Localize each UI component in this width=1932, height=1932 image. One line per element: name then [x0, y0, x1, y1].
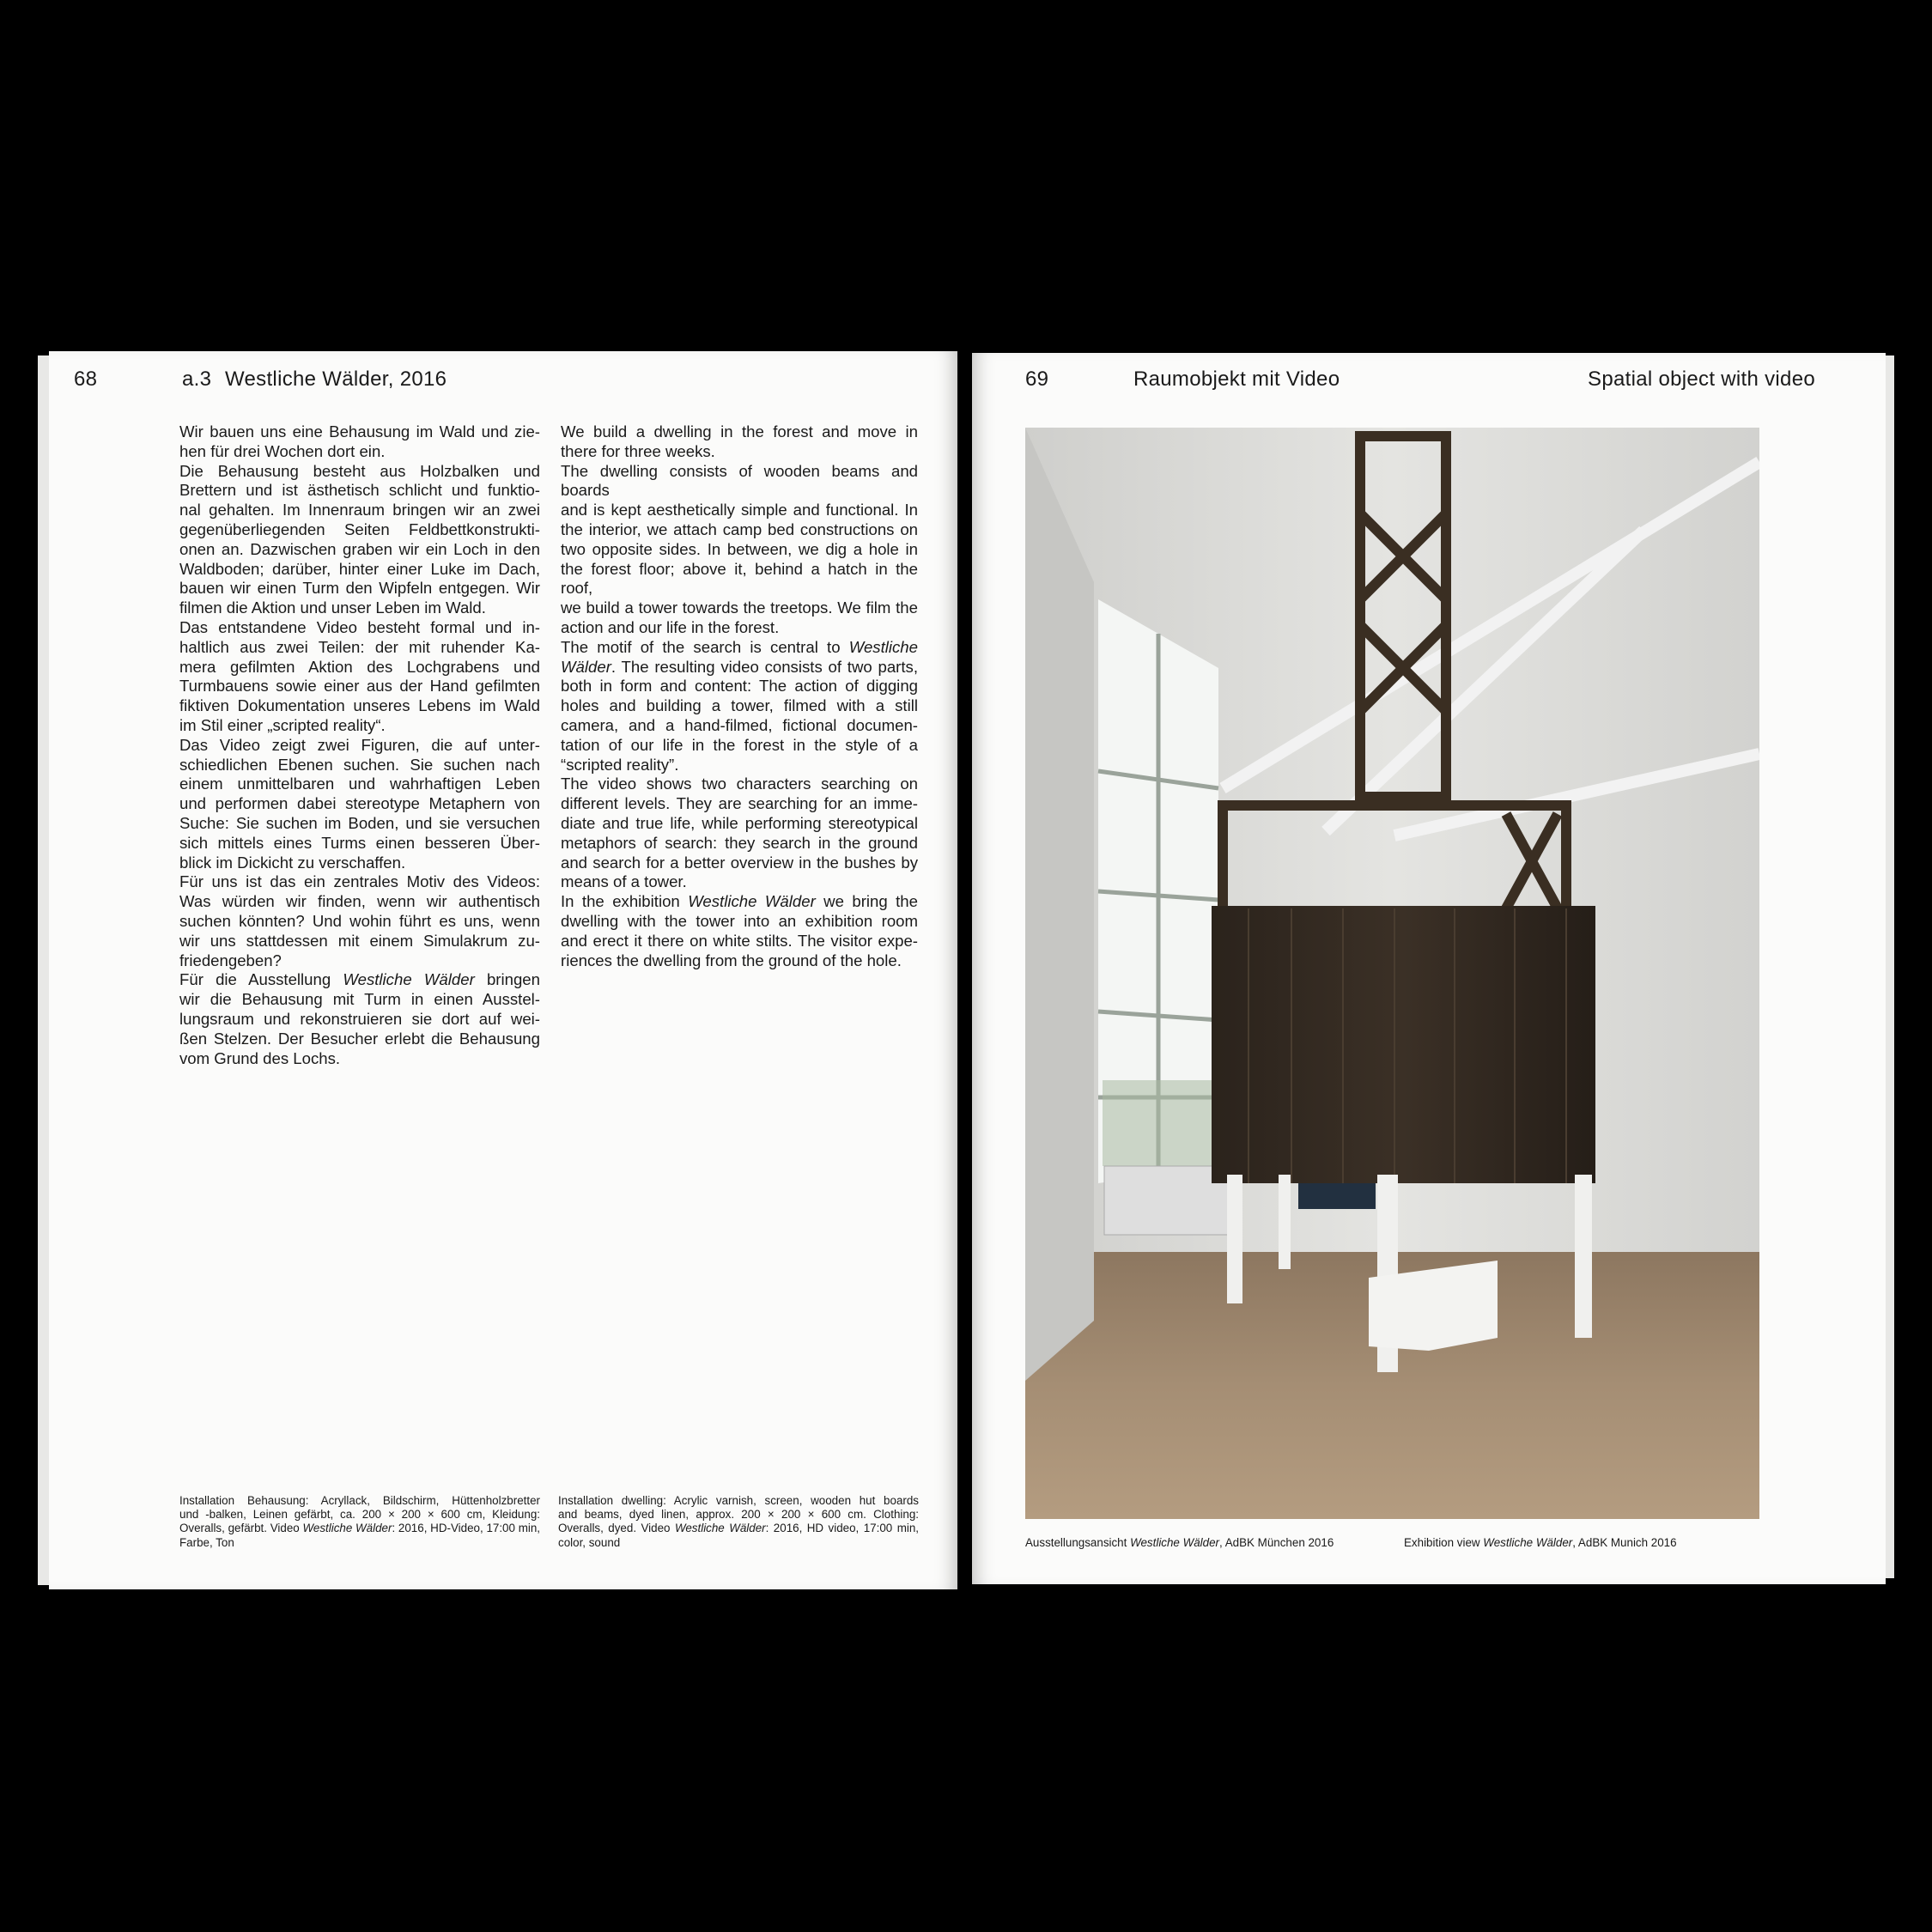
- text-line: [179, 1030, 540, 1049]
- text-segment: ßen Stelzen. Der Besucher erlebt die Behausung: [179, 1029, 540, 1048]
- text-segment: sich mittels eines Turms einen besseren Über-: [179, 833, 540, 852]
- text-line: [179, 677, 540, 696]
- italic-title: Wälder: [561, 657, 611, 676]
- text-segment: haltlich aus zwei Teilen: der mit ruhender Ka-: [179, 637, 540, 656]
- german-credit-note: [179, 1494, 540, 1550]
- paragraph: [179, 462, 540, 618]
- paragraph: [179, 736, 540, 873]
- text-segment: We build a dwelling in the forest and move in: [561, 422, 918, 440]
- caption-title: Westliche Wälder: [1130, 1536, 1220, 1549]
- text-line: [561, 520, 918, 540]
- text-line: [558, 1508, 919, 1522]
- text-segment: : 2016, HD video, 17:00 min,: [765, 1522, 919, 1535]
- text-segment: Was würden wir finden, wenn wir authentisch: [179, 892, 540, 911]
- text-segment: Wir bauen uns eine Behausung im Wald und zie-: [179, 422, 540, 440]
- english-text-column: [561, 422, 918, 970]
- paragraph: [561, 638, 918, 775]
- text-line: [179, 814, 540, 834]
- text-segment: Farbe, Ton: [179, 1535, 234, 1549]
- italic-title: Westliche Wälder: [674, 1522, 766, 1535]
- text-line: [179, 775, 540, 794]
- text-segment: : 2016, HD-Video, 17:00 min,: [392, 1522, 540, 1535]
- photo-caption-german: [1025, 1536, 1334, 1549]
- paragraph: [561, 775, 918, 892]
- text-segment: Das Video zeigt zwei Figuren, die auf unter-: [179, 735, 540, 754]
- text-line: [561, 442, 918, 462]
- text-segment: we bring the: [815, 892, 918, 911]
- paragraph: [179, 970, 540, 1068]
- text-line: [561, 951, 918, 971]
- paragraph: [561, 892, 918, 970]
- caption-text: Exhibition view: [1404, 1536, 1484, 1549]
- text-segment: The video shows two characters searching on: [561, 775, 918, 793]
- paragraph: [561, 462, 918, 638]
- text-line: [561, 775, 918, 794]
- text-segment: onen an. Dazwischen graben wir ein Loch in den: [179, 539, 540, 558]
- paragraph: [558, 1494, 919, 1550]
- text-line: [561, 794, 918, 814]
- text-line: [561, 932, 918, 951]
- text-line: [561, 892, 918, 912]
- text-line: [561, 854, 918, 873]
- text-segment: and erect it there on white stilts. The visitor expe-: [561, 931, 918, 950]
- text-segment: bringen: [474, 970, 540, 989]
- italic-title: Westliche Wälder: [343, 970, 475, 989]
- page-title-english: Spatial object with video: [1588, 368, 1815, 391]
- text-segment: “scripted reality”.: [561, 755, 679, 774]
- text-line: [561, 696, 918, 716]
- text-line: [561, 618, 918, 638]
- text-segment: action and our life in the forest.: [561, 617, 780, 636]
- text-segment: In the exhibition: [561, 892, 689, 911]
- text-line: [179, 481, 540, 501]
- text-line: [561, 756, 918, 775]
- text-segment: suchen könnten? Und wohin führt es uns, wenn: [179, 911, 540, 930]
- page-number-left: 68: [74, 368, 98, 391]
- text-line: [179, 1508, 540, 1522]
- text-line: [561, 638, 918, 658]
- text-line: [179, 1522, 540, 1535]
- paragraph: [179, 618, 540, 736]
- text-segment: there for three weeks.: [561, 441, 715, 460]
- section-number: a.3: [182, 368, 212, 391]
- text-segment: hen für drei Wochen dort ein.: [179, 441, 386, 460]
- text-line: [179, 932, 540, 951]
- text-segment: schiedlichen Ebenen suchen. Sie suchen nach: [179, 755, 540, 774]
- text-line: [179, 462, 540, 482]
- caption-title: Westliche Wälder: [1483, 1536, 1573, 1549]
- text-segment: Overalls, gefärbt. Video: [179, 1522, 303, 1535]
- window: [1098, 599, 1218, 1183]
- text-line: [561, 422, 918, 442]
- text-line: [179, 422, 540, 442]
- text-line: [179, 638, 540, 658]
- english-credit-note: [558, 1494, 919, 1550]
- text-line: [179, 872, 540, 892]
- text-segment: Waldboden; darüber, hinter einer Luke im Dach,: [179, 559, 540, 578]
- text-segment: the interior, we attach camp bed constructions on: [561, 519, 918, 538]
- paragraph: [179, 1494, 540, 1550]
- text-segment: The dwelling consists of wooden beams and boards: [561, 461, 918, 500]
- italic-title: Westliche Wälder: [302, 1522, 392, 1535]
- text-line: [179, 756, 540, 775]
- page-title: Westliche Wälder, 2016: [225, 368, 447, 391]
- text-segment: wir uns stattdessen mit einem Simulakrum zu-: [179, 931, 540, 950]
- text-segment: diate and true life, while performing stereotypical: [561, 813, 918, 832]
- text-line: [179, 540, 540, 560]
- text-segment: means of a tower.: [561, 872, 687, 891]
- text-line: [561, 658, 918, 677]
- text-segment: und performen dabei stereotype Metaphern von: [179, 794, 540, 813]
- text-line: [561, 560, 918, 599]
- text-segment: Installation Behausung: Acryllack, Bildschirm, Hüttenholzbretter: [179, 1494, 540, 1507]
- paragraph: [179, 872, 540, 970]
- text-line: [561, 716, 918, 736]
- text-segment: im Stil einer „scripted reality“.: [179, 715, 386, 734]
- text-line: [179, 442, 540, 462]
- text-line: [561, 834, 918, 854]
- text-segment: dwelling with the tower into an exhibition room: [561, 911, 918, 930]
- exhibition-photo: [1025, 428, 1759, 1519]
- text-line: [179, 736, 540, 756]
- text-line: [179, 1536, 540, 1550]
- text-line: [561, 736, 918, 756]
- text-line: [561, 540, 918, 560]
- paragraph: [561, 422, 918, 462]
- text-segment: riences the dwelling from the ground of the hole.: [561, 951, 902, 969]
- text-segment: friedengeben?: [179, 951, 282, 969]
- text-segment: gegenüberliegenden Seiten Feldbettkonstrukti-: [179, 519, 540, 538]
- text-line: [179, 598, 540, 618]
- page-title-german: Raumobjekt mit Video: [1133, 368, 1340, 391]
- page-number-right: 69: [1025, 368, 1049, 391]
- text-line: [179, 892, 540, 912]
- text-line: [179, 579, 540, 598]
- text-segment: tation of our life in the forest in the style of a: [561, 735, 918, 754]
- text-line: [179, 912, 540, 932]
- text-line: [561, 912, 918, 932]
- text-segment: einem unmittelbaren und wahrhaftigen Leben: [179, 775, 540, 793]
- text-line: [179, 1010, 540, 1030]
- text-segment: The motif of the search is central to: [561, 637, 849, 656]
- text-line: [179, 794, 540, 814]
- text-line: [558, 1522, 919, 1535]
- text-segment: both in form and content: The action of digging: [561, 677, 918, 696]
- text-line: [179, 951, 540, 971]
- text-line: [179, 696, 540, 716]
- text-line: [179, 990, 540, 1010]
- text-segment: and beams, dyed linen, approx. 200 × 200 × 600 cm. Clothing:: [558, 1508, 919, 1522]
- text-segment: different levels. They are searching for an imme-: [561, 794, 918, 813]
- text-line: [179, 834, 540, 854]
- video-screen: [1298, 1183, 1376, 1209]
- text-segment: Für die Ausstellung: [179, 970, 343, 989]
- german-text-column: [179, 422, 540, 1068]
- text-segment: Für uns ist das ein zentrales Motiv des Videos:: [179, 872, 540, 891]
- text-line: [558, 1494, 919, 1508]
- text-segment: and search for a better overview in the bushes by: [561, 853, 918, 872]
- text-segment: Die Behausung besteht aus Holzbalken und: [179, 461, 540, 480]
- text-line: [179, 658, 540, 677]
- text-segment: und -balken, Leinen gefärbt, ca. 200 × 200 × 600 cm, Kleidung:: [179, 1508, 540, 1522]
- text-segment: . The resulting video consists of two parts,: [611, 657, 918, 676]
- caption-text: , AdBK Munich 2016: [1572, 1536, 1677, 1549]
- text-line: [561, 462, 918, 501]
- text-segment: we build a tower towards the treetops. We film the: [561, 598, 918, 617]
- text-line: [179, 520, 540, 540]
- text-segment: fiktiven Dokumentation unseres Lebens im Wald: [179, 696, 540, 715]
- photo-caption-english: [1404, 1536, 1677, 1549]
- text-segment: the forest floor; above it, behind a hatch in the roof,: [561, 559, 918, 598]
- text-segment: two opposite sides. In between, we dig a hole in: [561, 539, 918, 558]
- text-line: [179, 1494, 540, 1508]
- text-segment: lungsraum und rekonstruieren sie dort auf wei-: [179, 1009, 540, 1028]
- text-line: [179, 1049, 540, 1069]
- text-segment: Overalls, dyed. Video: [558, 1522, 675, 1535]
- text-segment: Brettern und ist ästhetisch schlicht und funktio-: [179, 481, 540, 500]
- text-line: [179, 970, 540, 990]
- text-segment: holes and building a tower, filmed with a still: [561, 696, 918, 715]
- text-segment: bauen wir einen Turm den Wipfeln entgegen. Wir: [179, 579, 540, 598]
- text-segment: color, sound: [558, 1535, 621, 1549]
- caption-text: Ausstellungsansicht: [1025, 1536, 1131, 1549]
- text-line: [179, 854, 540, 873]
- text-segment: blick im Dickicht zu verschaffen.: [179, 853, 406, 872]
- text-line: [179, 716, 540, 736]
- caption-text: , AdBK München 2016: [1219, 1536, 1334, 1549]
- text-segment: and is kept aesthetically simple and functional. In: [561, 501, 918, 519]
- text-line: [179, 501, 540, 520]
- text-line: [561, 501, 918, 520]
- text-segment: Installation dwelling: Acrylic varnish, screen, wooden hut boards: [558, 1494, 919, 1507]
- text-segment: Turmbauens sowie einer aus der Hand gefilmten: [179, 677, 540, 696]
- text-segment: filmen die Aktion und unser Leben im Wald.: [179, 598, 486, 617]
- text-line: [179, 618, 540, 638]
- text-segment: Das entstandene Video besteht formal und in-: [179, 617, 540, 636]
- italic-title: Westliche Wälder: [688, 892, 816, 911]
- radiator: [1104, 1166, 1229, 1235]
- dark-wooden-dwelling: [1212, 906, 1595, 1183]
- text-line: [561, 814, 918, 834]
- text-line: [561, 872, 918, 892]
- paragraph: [179, 422, 540, 462]
- text-segment: wir die Behausung mit Turm in einen Ausstel-: [179, 990, 540, 1009]
- text-line: [561, 677, 918, 696]
- text-line: [558, 1536, 919, 1550]
- text-line: [179, 560, 540, 580]
- italic-title: Westliche: [848, 637, 918, 656]
- text-segment: mera gefilmten Aktion des Lochgrabens und: [179, 657, 540, 676]
- text-segment: Suche: Sie suchen im Boden, und sie versuchen: [179, 813, 540, 832]
- text-line: [561, 598, 918, 618]
- text-segment: vom Grund des Lochs.: [179, 1048, 341, 1067]
- text-segment: metaphors of search: they search in the ground: [561, 833, 918, 852]
- text-segment: camera, and a hand-filmed, fictional documen-: [561, 715, 918, 734]
- text-segment: nal gehalten. Im Innenraum bringen wir an zwei: [179, 501, 540, 519]
